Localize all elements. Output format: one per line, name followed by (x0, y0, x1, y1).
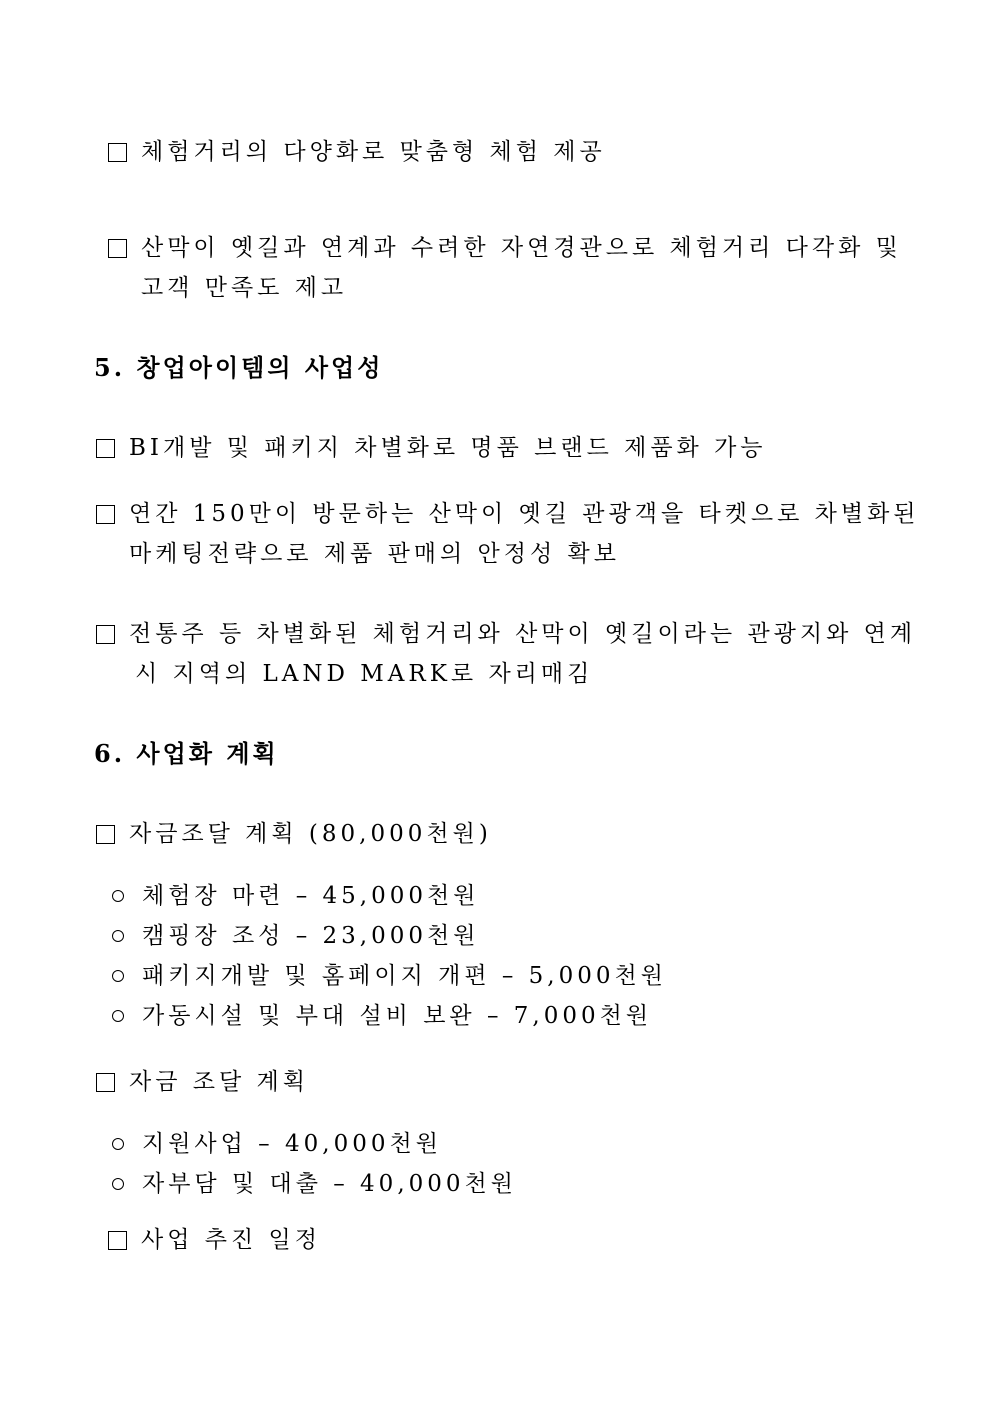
list-item-text: 지원사업 – 40,000천원 (142, 1131, 442, 1157)
section-heading-5: 5. 창업아이템의 사업성 (94, 353, 384, 382)
bullet-text-line-1: 산막이 옛길과 연계과 수려한 자연경관으로 체험거리 다각화 및 (141, 235, 902, 261)
bullet-text: BI개발 및 패키지 차별화로 명품 브랜드 제품화 가능 (129, 435, 767, 461)
bullet-text-line-2: 고객 만족도 제고 (141, 275, 348, 301)
list-item (112, 956, 667, 996)
bullet-text-line-1: 전통주 등 차별화된 체험거리와 산막이 옛길이라는 관광지와 연계 (129, 621, 917, 647)
square-bullet-icon (96, 625, 115, 644)
circle-bullet-icon (112, 1178, 124, 1190)
bullet-text: 사업 추진 일정 (141, 1227, 321, 1253)
bullet-target-marketing (96, 494, 920, 574)
list-item (112, 1164, 517, 1204)
list-item (112, 996, 667, 1036)
fund-use-list (112, 876, 667, 1036)
bullet-brand-development (96, 428, 767, 468)
square-bullet-icon (96, 505, 115, 524)
bullet-experience-diversification (108, 132, 606, 172)
bullet-funding-source (96, 1062, 309, 1102)
list-item-text: 패키지개발 및 홈페이지 개편 – 5,000천원 (142, 963, 667, 989)
bullet-text-line-2: 시 지역의 LAND MARK로 자리매김 (135, 661, 594, 687)
square-bullet-icon (96, 825, 115, 844)
bullet-text: 자금 조달 계획 (129, 1069, 309, 1095)
bullet-text: 체험거리의 다양화로 맞춤형 체험 제공 (141, 139, 606, 165)
circle-bullet-icon (112, 970, 124, 982)
circle-bullet-icon (112, 890, 124, 902)
circle-bullet-icon (112, 930, 124, 942)
list-item (112, 916, 667, 956)
list-item-text: 캠핑장 조성 – 23,000천원 (142, 923, 480, 949)
bullet-text-line-1: 연간 150만이 방문하는 산막이 옛길 관광객을 타켓으로 차별화된 (129, 501, 920, 527)
square-bullet-icon (96, 439, 115, 458)
bullet-schedule (108, 1220, 321, 1260)
bullet-funding-plan (96, 814, 492, 854)
list-item-text: 체험장 마련 – 45,000천원 (142, 883, 480, 909)
square-bullet-icon (108, 143, 127, 162)
section-heading-6: 6. 사업화 계획 (94, 739, 279, 768)
circle-bullet-icon (112, 1010, 124, 1022)
bullet-scenic-linkage (108, 228, 902, 308)
fund-source-list (112, 1124, 517, 1204)
square-bullet-icon (96, 1073, 115, 1092)
list-item-text: 자부담 및 대출 – 40,000천원 (142, 1171, 517, 1197)
list-item (112, 1124, 517, 1164)
list-item (112, 876, 667, 916)
bullet-landmark (96, 614, 917, 694)
square-bullet-icon (108, 239, 127, 258)
square-bullet-icon (108, 1231, 127, 1250)
list-item-text: 가동시설 및 부대 설비 보완 – 7,000천원 (142, 1003, 653, 1029)
circle-bullet-icon (112, 1138, 124, 1150)
bullet-text-line-2: 마케팅전략으로 제품 판매의 안정성 확보 (129, 541, 620, 567)
bullet-text: 자금조달 계획 (80,000천원) (129, 821, 492, 847)
